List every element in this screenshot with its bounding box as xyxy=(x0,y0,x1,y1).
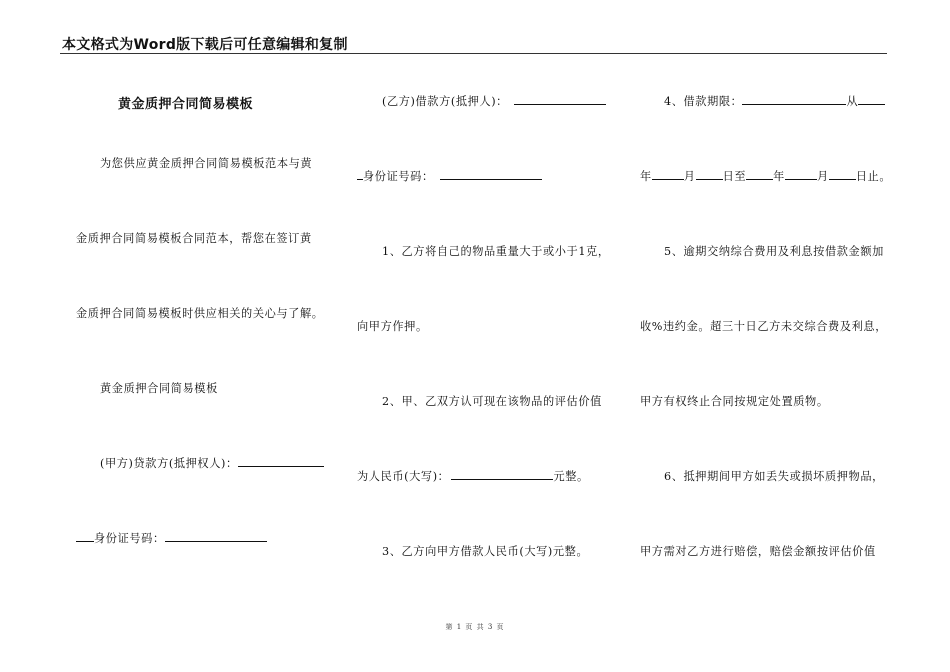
item2-line-b xyxy=(357,468,589,484)
lender-line xyxy=(100,455,324,471)
item6-line-a: 6、抵押期间甲方如丢失或损坏质押物品， xyxy=(664,470,884,483)
item6-line-b: 甲方需对乙方进行赔偿，赔偿金额按评估价值 xyxy=(640,545,876,558)
date-year-2: 年 xyxy=(773,170,785,183)
page-number: 第 1 页 共 3 页 xyxy=(445,623,505,631)
item4-term-blank xyxy=(742,95,846,105)
item1-line-b: 向甲方作押。 xyxy=(357,320,428,333)
id-label-2: 身份证号码： xyxy=(363,170,434,183)
header-rule xyxy=(60,53,887,54)
date-year-1-blank xyxy=(652,170,684,180)
item2-amount-blank xyxy=(451,470,553,480)
id-line-2 xyxy=(357,168,542,184)
date-month-2: 月 xyxy=(816,170,829,183)
lender-blank xyxy=(238,457,324,467)
date-month-2-blank xyxy=(829,170,856,180)
date-range-line xyxy=(640,168,891,184)
borrower-label: (乙方)借款方(抵押人)： xyxy=(382,95,508,108)
id-blank-2 xyxy=(440,170,542,180)
date-day-1: 日至 xyxy=(722,170,747,183)
item5-line-c: 甲方有权终止合同按规定处置质物。 xyxy=(640,395,829,408)
intro-line-3: 金质押合同简易模板时供应相关的关心与了解。 xyxy=(76,307,324,320)
id-prefix-blank-1 xyxy=(76,532,94,542)
item2-amount-suffix: 元整。 xyxy=(553,470,589,483)
intro-line-2: 金质押合同简易模板合同范本，帮您在签订黄 xyxy=(76,232,312,245)
item4-from: 从 xyxy=(846,95,859,108)
date-month-1-blank xyxy=(696,170,723,180)
item1-line-a: 1、乙方将自己的物品重量大于或小于1克， xyxy=(382,245,610,258)
item4-line-a xyxy=(664,93,885,109)
id-line-1 xyxy=(76,530,267,546)
subtitle: 黄金质押合同简易模板 xyxy=(100,382,218,395)
item4-from-blank xyxy=(858,95,885,105)
intro-line-1: 为您供应黄金质押合同简易模板范本与黄 xyxy=(100,157,313,170)
date-day-2: 日止。 xyxy=(855,170,892,183)
lender-label: (甲方)贷款方(抵押权人)： xyxy=(100,457,238,470)
date-year-2-blank xyxy=(785,170,817,180)
item5-line-b: 收%违约金。超三十日乙方未交综合费及利息， xyxy=(640,320,887,333)
item4-label: 4、借款期限： xyxy=(664,95,743,108)
borrower-line xyxy=(382,93,606,109)
item5-line-a: 5、逾期交纳综合费用及利息按借款金额加 xyxy=(664,245,884,258)
document-header: 本文格式为Word版下载后可任意编辑和复制 xyxy=(62,37,348,53)
item3-line: 3、乙方向甲方借款人民币(大写)元整。 xyxy=(382,545,589,558)
document-title: 黄金质押合同简易模板 xyxy=(118,97,254,112)
date-month-1: 月 xyxy=(683,170,696,183)
date-day-1-blank xyxy=(746,170,773,180)
id-label-1: 身份证号码： xyxy=(94,532,165,545)
id-blank-1 xyxy=(165,532,267,542)
date-year-1: 年 xyxy=(640,170,652,183)
item2-line-a: 2、甲、乙双方认可现在该物品的评估价值 xyxy=(382,395,602,408)
item2-amount-label: 为人民币(大写)： xyxy=(357,470,450,483)
borrower-blank xyxy=(514,95,606,105)
